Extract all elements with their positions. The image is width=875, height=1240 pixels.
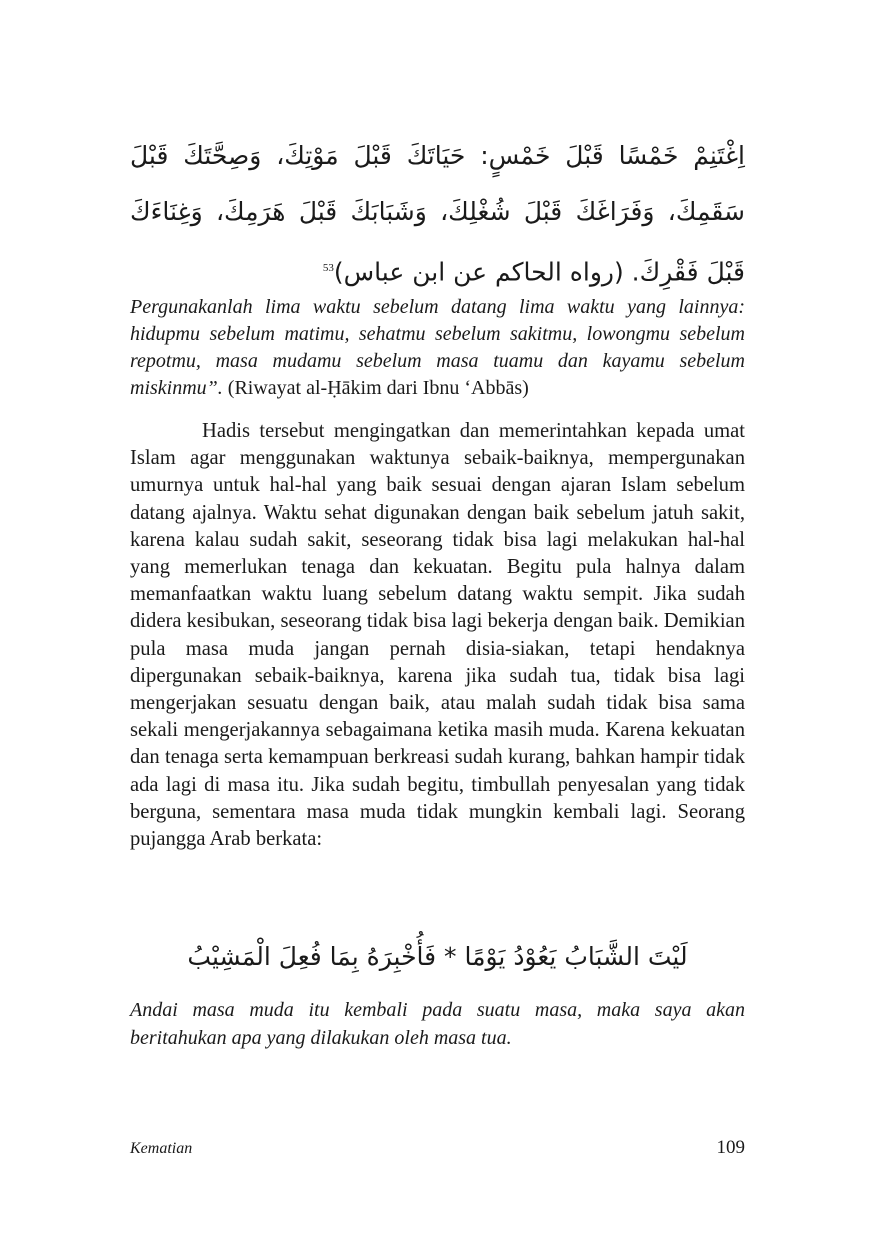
translation-source: (Riwayat al-Ḥākim dari Ibnu ‘Abbās) [227, 377, 529, 399]
page-footer [130, 1137, 745, 1163]
footnote-reference[interactable]: 53 [322, 262, 334, 274]
body-paragraph: Hadis tersebut mengingatkan dan memerintahkan kepada umat Islam agar menggunakan waktunya sebaik-baiknya, mempergunakan umurnya untuk hal-hal yang baik sesuai dengan ajaran Islam sebelum datang ajalnya. Waktu sehat digunakan dengan baik sebelum jatuh sakit, karena kalau sudah sakit, seseorang tidak bisa lagi melakukan hal-hal yang memerlukan tenaga dan kekuatan. Begitu pula halnya dalam memanfaatkan waktu luang sebelum datang waktu sempit. Jika sudah didera kesibukan, seseorang tidak bisa lagi bekerja dengan baik. Demikian pula masa muda jangan pernah disia-siakan, tetapi hendaknya dipergunakan sebaik-baiknya, karena jika sudah tua, tidak bisa lagi mengerjakan sesuatu dengan baik, atau malah sudah tidak bisa sama sekali mengerjakannya sebagaimana ketika masih muda. Karena kekuatan dan tenaga serta kemampuan berkreasi sudah kurang, bahkan hampir tidak ada lagi di masa itu. Jika sudah begitu, timbullah penyesalan yang tidak berguna, sementara masa muda tidak mungkin kembali lagi. Seorang pujangga Arab berkata: [130, 420, 745, 851]
hadith-translation [130, 294, 745, 402]
hadith-arabic: اِغْتَنِمْ خَمْسًا قَبْلَ خَمْسٍ: حَيَاتَكَ قَبْلَ مَوْتِكَ، وَصِحَّتَكَ قَبْلَ سَقَمِكَ، وَفَرَاغَكَ قَبْلَ شُغْلِكَ، وَشَبَابَكَ قَبْلَ هَرَمِكَ، وَغِنَاءَكَ قَبْلَ فَقْرِكَ. (رواه الحاكم عن ابن عباس) [130, 141, 745, 287]
page-number: 109 [716, 1137, 745, 1158]
hadith-arabic-text [130, 128, 745, 300]
poem-arabic-verse: لَيْتَ الشَّبَابُ يَعُوْدُ يَوْمًا * فَأُخْبِرَهُ بِمَا فُعِلَ الْمَشِيْبُ [187, 942, 688, 971]
translation-italic-text: Pergunakanlah lima waktu sebelum datang lima waktu yang lainnya: hidupmu sebelum matimu, sehatmu sebelum sakitmu, lowongmu sebelum repotmu, masa mudamu sebelum masa tuamu dan kayamu sebelum miskinmu”. [130, 296, 745, 399]
poem-translation: Andai masa muda itu kembali pada suatu masa, maka saya akan beritahukan apa yang dilakukan oleh masa tua. [130, 999, 745, 1049]
footer-chapter-title: Kematian [130, 1140, 193, 1157]
